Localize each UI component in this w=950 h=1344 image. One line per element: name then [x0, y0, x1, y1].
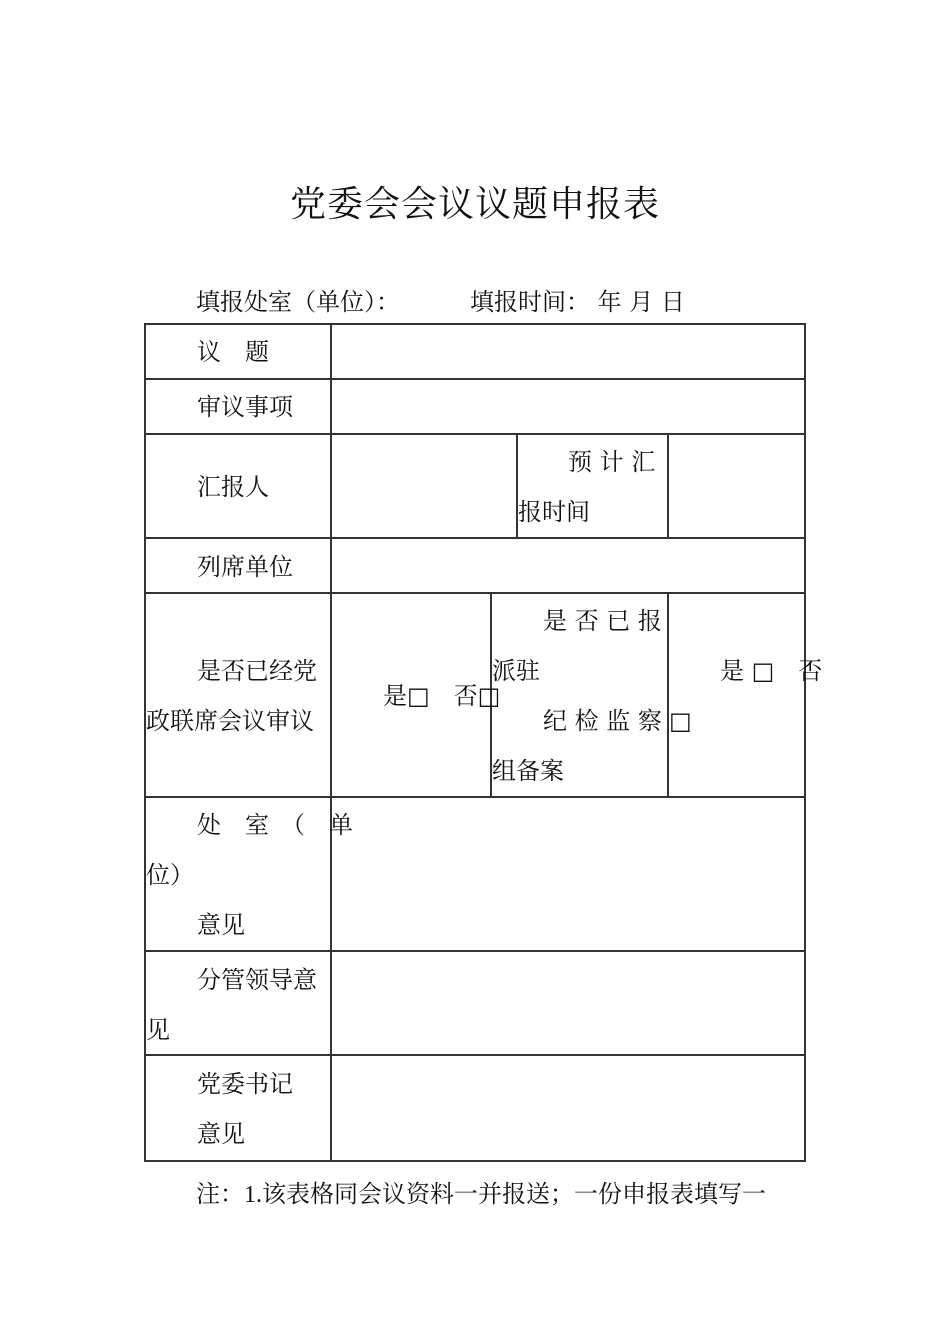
dept-field-label: 填报处室（单位）： [196, 288, 400, 316]
filed-yes-no-a[interactable]: 是 □ 否 [720, 657, 823, 685]
joint-yes-no[interactable]: 是□ 否□ [383, 682, 501, 710]
cell-report-time-value[interactable] [667, 433, 806, 539]
secretary-label-b: 意见 [197, 1120, 245, 1148]
report-time-label-b: 报时间 [518, 498, 590, 526]
cell-leader-opinion-value[interactable] [330, 950, 806, 1056]
leader-opinion-label-a: 分管领导意 [197, 966, 317, 994]
joint-label-a: 是否已经党 [197, 657, 317, 685]
topic-label: 议 题 [197, 338, 269, 366]
cell-joint-label [144, 592, 332, 798]
footnote-text: 该表格同会议资料一并报送；一份申报表填写一 [262, 1180, 766, 1208]
day-label: 日 [660, 288, 685, 316]
filed-label-b: 派驻 [492, 657, 540, 685]
cell-attending-value[interactable] [330, 537, 806, 594]
filed-label-c: 纪 检 监 察 [543, 707, 662, 735]
secretary-label-a: 党委书记 [197, 1070, 293, 1098]
joint-label-b: 政联席会议审议 [146, 707, 314, 735]
reporter-label: 汇报人 [197, 473, 269, 501]
attending-label: 列席单位 [197, 553, 293, 581]
cell-secretary-value[interactable] [330, 1054, 806, 1162]
cell-filed-value[interactable] [667, 592, 806, 798]
footnote-prefix: 注： [196, 1180, 244, 1208]
footnote [196, 1174, 766, 1209]
dept-opinion-label-a: 处 室 （ 单 [197, 811, 353, 839]
dept-opinion-label-c: 意见 [197, 911, 245, 939]
report-time-text: 填报时间： [470, 288, 590, 316]
filed-label-d: 组备案 [492, 757, 564, 785]
report-time-label [470, 282, 685, 317]
filed-yes-no-b[interactable]: □ [669, 707, 692, 735]
cell-reporter-value[interactable] [330, 433, 518, 539]
review-items-label: 审议事项 [197, 393, 293, 421]
cell-topic-value[interactable] [330, 323, 806, 380]
leader-opinion-label-b: 见 [146, 1016, 170, 1044]
month-label: 月 [629, 288, 654, 316]
report-time-label-a: 预 计 汇 [568, 448, 656, 476]
cell-dept-opinion-value[interactable] [330, 796, 806, 952]
footnote-number: 1. [244, 1182, 262, 1208]
filed-label-a: 是 否 已 报 [543, 607, 662, 635]
cell-review-value[interactable] [330, 378, 806, 435]
year-label: 年 [597, 288, 622, 316]
dept-opinion-label-b: 位） [146, 861, 194, 889]
page-title: 党委会会议议题申报表 [289, 184, 660, 225]
